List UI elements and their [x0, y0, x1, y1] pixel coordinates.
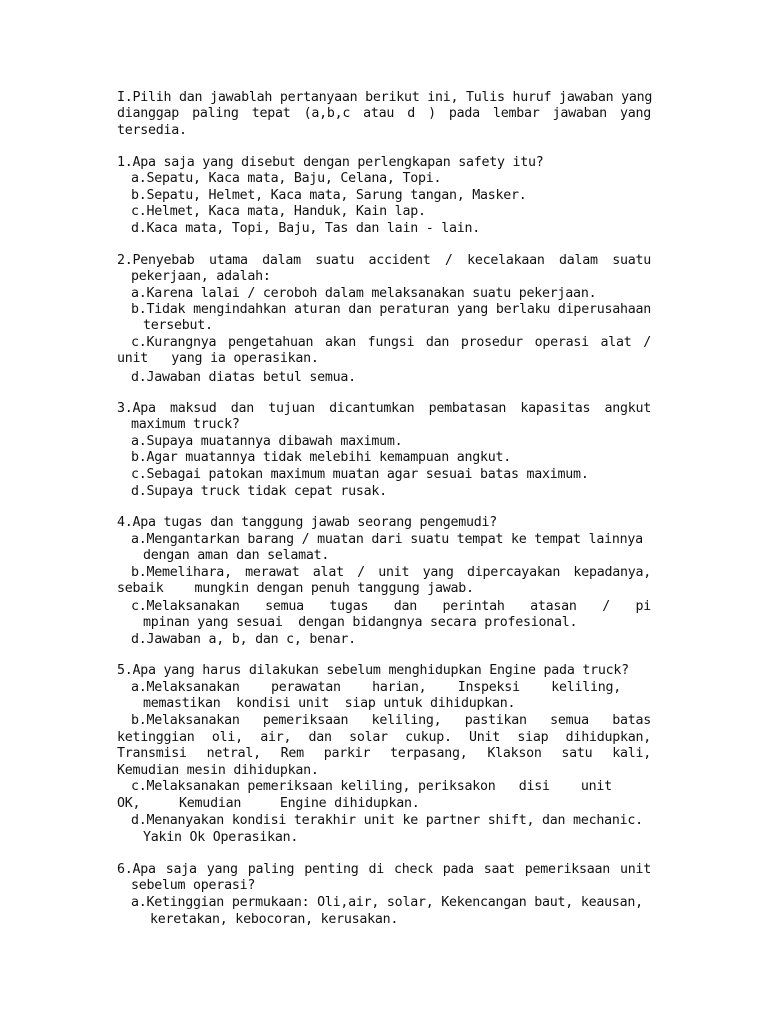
question-5: 5.Apa yang harus dilakukan sebelum menghidupkan Engine pada truck? — [117, 663, 629, 678]
q3-option-b: b.Agar muatannya tidak melebihi kemampuan angkut. — [131, 450, 512, 465]
question-1: 1.Apa saja yang disebut dengan perlengkapan safety itu? — [117, 155, 544, 170]
q5-option-a-line-2: memastikan kondisi unit siap untuk dihidupkan. — [143, 696, 516, 711]
q3-option-c: c.Sebagai patokan maximum muatan agar sesuai batas maximum. — [131, 467, 589, 482]
intro-line-2: dianggap paling tepat (a,b,c atau d ) pada lembar jawaban yang — [117, 106, 651, 121]
q1-option-d: d.Kaca mata, Topi, Baju, Tas dan lain - lain. — [131, 221, 480, 236]
q5-option-b-line-4: Kemudian mesin dihidupkan. — [117, 763, 319, 778]
q4-option-a-line-1: a.Mengantarkan barang / muatan dari suatu tempat ke tempat lainnya — [131, 532, 643, 547]
q5-option-d-line-2: Yakin Ok Operasikan. — [143, 830, 299, 845]
q4-option-c-line-2: mpinan yang sesuai dengan bidangnya secara profesional. — [143, 615, 578, 630]
intro-line-1: I.Pilih dan jawablah pertanyaan berikut ini, Tulis huruf jawaban yang — [117, 90, 653, 105]
q3-option-d: d.Supaya truck tidak cepat rusak. — [131, 484, 387, 499]
q5-option-b-line-2: ketinggian oli, air, dan solar cukup. Unit siap dihidupkan, — [117, 730, 651, 745]
q2-option-c-line-2: unit yang ia operasikan. — [117, 351, 319, 366]
q4-option-b-line-2: sebaik mungkin dengan penuh tanggung jawab. — [117, 581, 474, 596]
q1-option-a: a.Sepatu, Kaca mata, Baju, Celana, Topi. — [131, 171, 442, 186]
q2-option-b-line-1: b.Tidak mengindahkan aturan dan peraturan yang berlaku diperusahaan — [131, 302, 651, 317]
question-2-line-2: pekerjaan, adalah: — [131, 269, 271, 284]
intro-line-3: tersedia. — [117, 123, 187, 138]
q1-option-b: b.Sepatu, Helmet, Kaca mata, Sarung tangan, Masker. — [131, 188, 527, 203]
question-3-line-1: 3.Apa maksud dan tujuan dicantumkan pembatasan kapasitas angkut — [117, 401, 651, 416]
q3-option-a: a.Supaya muatannya dibawah maximum. — [131, 434, 403, 449]
q1-option-c: c.Helmet, Kaca mata, Handuk, Kain lap. — [131, 204, 426, 219]
q2-option-b-line-2: tersebut. — [143, 318, 213, 333]
question-6-line-2: sebelum operasi? — [131, 878, 256, 893]
q4-option-b-line-1: b.Memelihara, merawat alat / unit yang dipercayakan kepadanya, — [131, 565, 651, 580]
question-2-line-1: 2.Penyebab utama dalam suatu accident / kecelakaan dalam suatu — [117, 253, 651, 268]
q2-option-a: a.Karena lalai / ceroboh dalam melaksanakan suatu pekerjaan. — [131, 286, 597, 301]
q6-option-a-line-1: a.Ketinggian permukaan: Oli,air, solar, Kekencangan baut, keausan, — [131, 895, 643, 910]
question-6-line-1: 6.Apa saja yang paling penting di check pada saat pemeriksaan unit — [117, 862, 651, 877]
q5-option-c-line-1: c.Melaksanakan pemeriksaan keliling, periksakon disi unit — [131, 779, 612, 794]
question-3-line-2: maximum truck? — [131, 417, 240, 432]
q5-option-d-line-1: d.Menanyakan kondisi terakhir unit ke partner shift, dan mechanic. — [131, 813, 643, 828]
q5-option-b-line-1: b.Melaksanakan pemeriksaan keliling, pastikan semua batas — [131, 713, 651, 728]
q5-option-c-line-2: OK, Kemudian Engine dihidupkan. — [117, 796, 420, 811]
q2-option-d: d.Jawaban diatas betul semua. — [131, 370, 356, 385]
question-4: 4.Apa tugas dan tanggung jawab seorang pengemudi? — [117, 515, 498, 530]
q4-option-c-line-1: c.Melaksanakan semua tugas dan perintah atasan / pi — [131, 599, 651, 614]
q5-option-a-line-1: a.Melaksanakan perawatan harian, Inspeksi keliling, — [131, 680, 621, 695]
q4-option-d: d.Jawaban a, b, dan c, benar. — [131, 632, 356, 647]
q2-option-c-line-1: c.Kurangnya pengetahuan akan fungsi dan prosedur operasi alat / — [131, 335, 651, 350]
q5-option-b-line-3: Transmisi netral, Rem parkir terpasang, Klakson satu kali, — [117, 746, 651, 761]
q4-option-a-line-2: dengan aman dan selamat. — [143, 548, 330, 563]
q6-option-a-line-2: keretakan, kebocoran, kerusakan. — [150, 912, 399, 927]
